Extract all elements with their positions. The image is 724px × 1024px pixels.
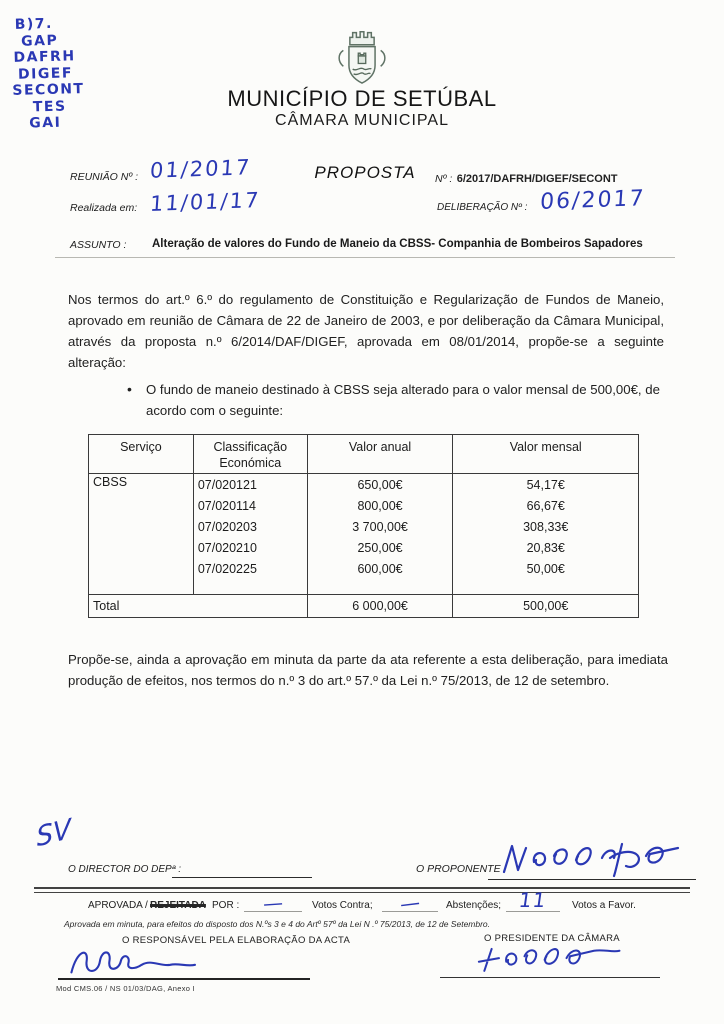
valor-mensal-cell: 50,00€ [453, 558, 639, 579]
presidente-signature-line [440, 977, 660, 978]
note-line: GAI [29, 114, 62, 132]
responsavel-signature-line [58, 978, 310, 980]
chamber-subtitle: CÂMARA MUNICIPAL [275, 112, 449, 129]
abstencoes-label: Abstenções; [446, 900, 502, 911]
col-header-servico: Serviço [89, 435, 194, 474]
assunto-label: ASSUNTO : [70, 239, 127, 251]
total-anual-cell: 6 000,00€ [307, 595, 453, 618]
valor-anual-cell: 600,00€ [307, 558, 453, 579]
table-row [89, 474, 639, 496]
aprovada-label: APROVADA / [88, 900, 148, 911]
numero-label: Nº : [435, 173, 453, 185]
table-header-row [89, 435, 639, 474]
director-label: O DIRECTOR DO DEPª : [68, 864, 181, 875]
deliberacao-label: DELIBERAÇÃO Nº : [437, 202, 528, 213]
note-line: DAFRH [13, 48, 76, 66]
votos-contra-slot [244, 890, 302, 916]
proposta-title: PROPOSTA [314, 163, 416, 182]
note-line: SECONT [12, 81, 85, 99]
valor-anual-cell: 250,00€ [307, 537, 453, 558]
deliberacao-number-handwritten: 06/2017 [539, 186, 647, 215]
valor-anual-cell: 800,00€ [307, 495, 453, 516]
municipality-title: MUNICÍPIO DE SETÚBAL [227, 86, 497, 111]
note-line: DIGEF [17, 64, 74, 83]
responsavel-acta-label: O RESPONSÁVEL PELA ELABORAÇÃO DA ACTA [122, 935, 351, 946]
votos-favor-label: Votos a Favor. [572, 900, 636, 911]
realizada-date-handwritten: 11/01/17 [149, 188, 262, 216]
note-line: GAP [20, 32, 59, 50]
body-paragraph-1: Nos termos do art.º 6.º do regulamento de Constituição e Regularização de Fundos de Maneio, aprovado em reunião de Câmara de 22 de Janeiro de 2003, e por deliberação da Câmara Municipal, através da proposta n.º 6/2014/DAF/DIGEF, aprovada em 08/01/2014, propõe-se a seguinte alteração: [68, 292, 664, 370]
por-label: POR : [212, 900, 240, 911]
classificacao-cell: 07/020203 [193, 516, 307, 537]
responsavel-acta-signature [62, 942, 212, 980]
classificacao-cell: 07/020225 [193, 558, 307, 579]
form-reference: Mod CMS.06 / NS 01/03/DAG, Anexo I [56, 984, 196, 993]
realizada-label: Realizada em: [70, 202, 138, 214]
reuniao-number-handwritten: 01/2017 [149, 155, 253, 183]
reuniao-label: REUNIÃO Nº : [70, 171, 139, 183]
table-total-row [89, 595, 639, 618]
service-cell: CBSS [89, 474, 194, 595]
col-header-valor-anual: Valor anual [307, 435, 453, 474]
director-initials-handwritten: SV [35, 813, 73, 854]
valor-mensal-cell: 20,83€ [453, 537, 639, 558]
col-header-classificacao: Classificação Económica [193, 435, 307, 474]
assunto-value: Alteração de valores do Fundo de Maneio da CBSS- Companhia de Bombeiros Sapadores [152, 238, 643, 250]
total-label-cell: Total [89, 595, 308, 618]
header-divider [55, 257, 675, 258]
proposal-number-field [435, 169, 617, 187]
classificacao-cell: 07/020121 [193, 474, 307, 496]
valor-mensal-cell: 54,17€ [453, 474, 639, 496]
total-mensal-cell: 500,00€ [453, 595, 639, 618]
votos-favor-handwritten: 11 [517, 888, 549, 912]
proponente-signature [494, 836, 690, 880]
votos-contra-label: Votos Contra; [312, 900, 373, 911]
proponente-label: O PROPONENTE : [416, 863, 507, 875]
fund-values-table [88, 434, 639, 618]
numero-value: 6/2017/DAFRH/DIGEF/SECONT [456, 173, 618, 185]
presidente-label: O PRESIDENTE DA CÂMARA [484, 933, 620, 944]
votos-contra-handwritten: — [262, 890, 284, 916]
approval-section-divider [34, 887, 690, 893]
valor-mensal-cell: 66,67€ [453, 495, 639, 516]
classificacao-cell: 07/020114 [193, 495, 307, 516]
setubal-coat-of-arms-icon [334, 26, 390, 91]
body-paragraph-2: Propõe-se, ainda a aprovação em minuta da parte da ata referente a esta deliberação, para imediata produção de efeitos, nos termos do n.º 3 do art.º 57.º da Lei n.º 75/2013, de 12 de setembro. [68, 652, 668, 688]
classificacao-cell: 07/020210 [193, 537, 307, 558]
valor-anual-cell: 650,00€ [307, 474, 453, 496]
valor-mensal-cell: 308,33€ [453, 516, 639, 537]
presidente-signature [466, 938, 636, 980]
note-line: B)7. [14, 15, 54, 33]
director-signature-line [172, 877, 312, 878]
votos-favor-slot [506, 888, 560, 912]
minuta-note: Aprovada em minuta, para efeitos do disposto dos N.ºs 3 e 4 do Artº 57º da Lei N .º 75/2013, de 12 de Setembro. [64, 919, 491, 929]
valor-anual-cell: 3 700,00€ [307, 516, 453, 537]
bullet-item: • O fundo de maneio destinado à CBSS seja alterado para o valor mensal de 500,00€, de acordo com o seguinte: [146, 379, 664, 421]
col-header-valor-mensal: Valor mensal [453, 435, 639, 474]
rejeitada-struck-label: REJEITADA [150, 900, 206, 911]
note-line: TES [32, 98, 67, 115]
abstencoes-handwritten: — [398, 889, 422, 917]
abstencoes-slot [382, 889, 438, 917]
